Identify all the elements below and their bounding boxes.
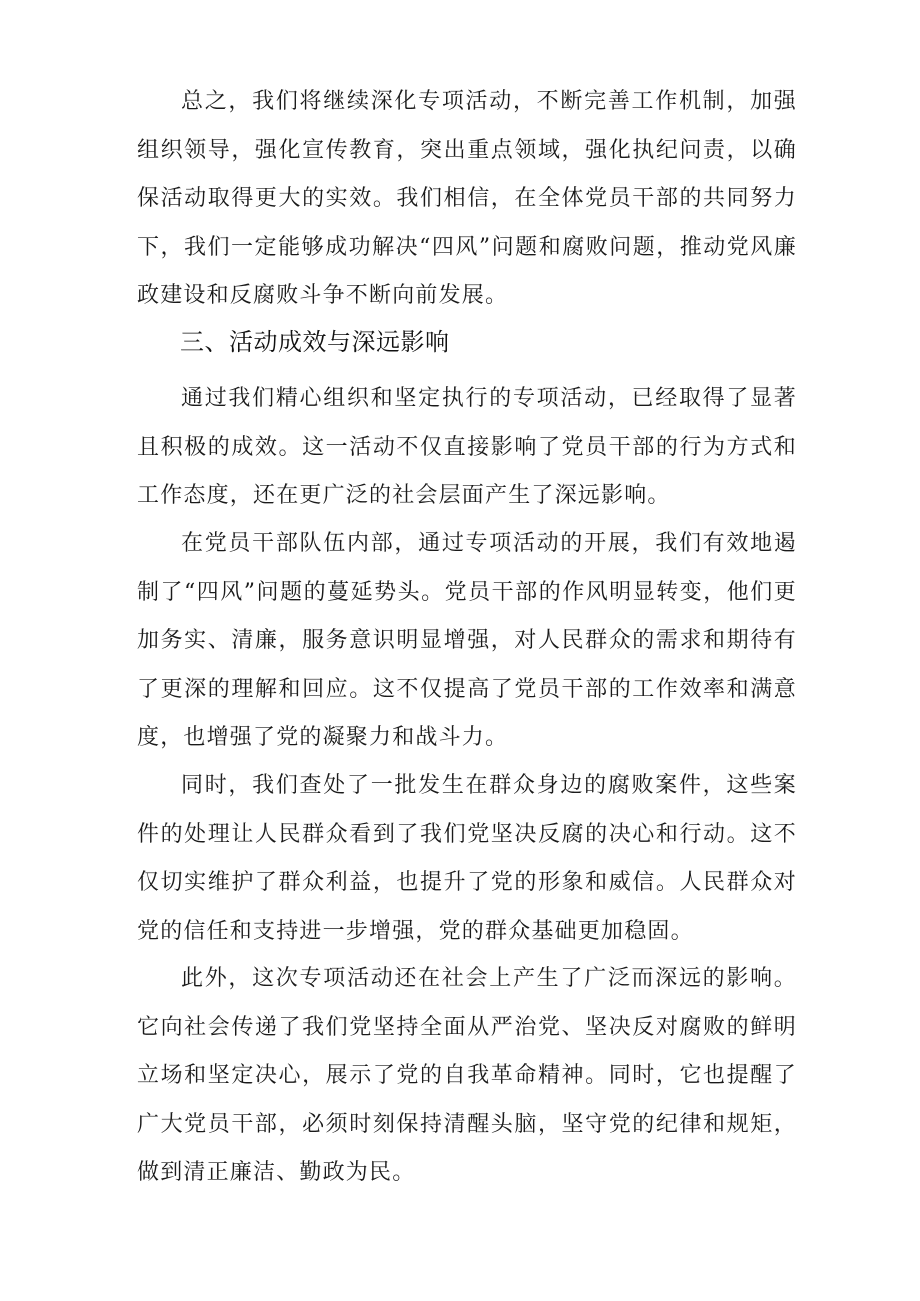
paragraph-corruption-cases: 同时，我们查处了一批发生在群众身边的腐败案件，这些案件的处理让人民群众看到了我们党坚决反腐的决心和行动。这不仅切实维护了群众利益，也提升了党的形象和威信。人民群众对党的信任和支持进一步增强，党的群众基础更加稳固。 bbox=[137, 773, 797, 944]
paragraph-results-intro: 通过我们精心组织和坚定执行的专项活动，已经取得了显著且积极的成效。这一活动不仅直接影响了党员干部的行为方式和工作态度，还在更广泛的社会层面产生了深远影响。 bbox=[137, 386, 797, 508]
paragraph-social-impact: 此外，这次专项活动还在社会上产生了广泛而深远的影响。它向社会传递了我们党坚持全面从严治党、坚决反对腐败的鲜明立场和坚定决心，展示了党的自我革命精神。同时，它也提醒了广大党员干部，必须时刻保持清醒头脑，坚守党的纪律和规矩，做到清正廉洁、勤政为民。 bbox=[137, 966, 797, 1185]
section-heading: 三、活动成效与深远影响 bbox=[180, 328, 450, 356]
paragraph-conclusion: 总之，我们将继续深化专项活动，不断完善工作机制，加强组织领导，强化宣传教育，突出重点领域，强化执纪问责，以确保活动取得更大的实效。我们相信，在全体党员干部的共同努力下，我们一定能够成功解决“四风”问题和腐败问题，推动党风廉政建设和反腐败斗争不断向前发展。 bbox=[137, 89, 797, 308]
paragraph-internal-impact: 在党员干部队伍内部，通过专项活动的开展，我们有效地遏制了“四风”问题的蔓延势头。党员干部的作风明显转变，他们更加务实、清廉，服务意识明显增强，对人民群众的需求和期待有了更深的理解和回应。这不仅提高了党员干部的工作效率和满意度，也增强了党的凝聚力和战斗力。 bbox=[137, 531, 797, 750]
